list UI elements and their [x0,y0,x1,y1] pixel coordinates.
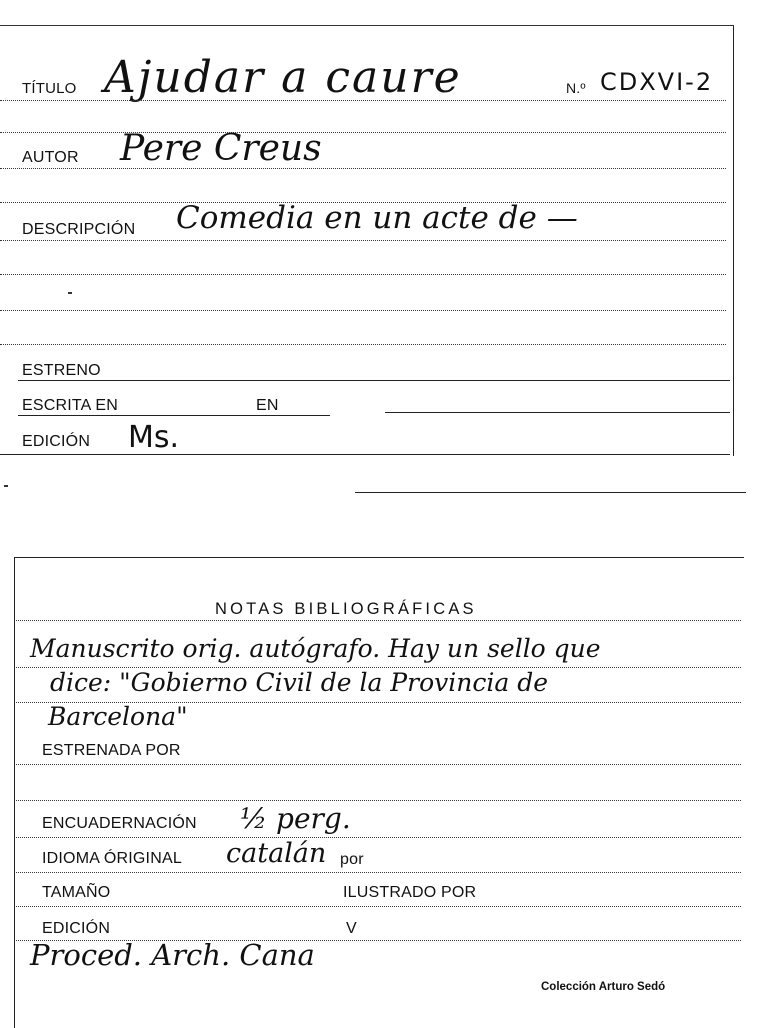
rule [0,344,726,345]
rule [18,415,330,416]
notes-line-1: Manuscrito orig. autógrafo. Hay un sello que [30,634,601,663]
collection-label: Colección Arturo Sedó [541,981,666,993]
rule [16,837,741,838]
v-label: V [346,920,357,937]
ilustrado-label: ILUSTRADO POR [343,884,477,901]
rule [16,872,741,873]
edicion-label: EDICIÓN [22,433,91,450]
encuadernacion-label: ENCUADERNACIÓN [42,815,197,832]
descripcion-label: DESCRIPCIÓN [22,221,136,238]
edicion2-label: EDICIÓN [42,920,111,937]
titulo-value: Ajudar a caure [104,52,462,103]
ink-speck [68,292,72,294]
en-label: EN [256,397,279,414]
autor-value: Pere Creus [120,128,322,169]
rule [0,132,726,133]
rule [0,240,726,241]
autor-label: AUTOR [22,149,79,166]
descripcion-value: Comedia en un acte de — [176,200,578,236]
notes-line-2: dice: "Gobierno Civil de la Provincia de [50,668,548,697]
notas-heading: NOTAS BIBLIOGRÁFICAS [215,600,477,618]
tamano-label: TAMAÑO [42,884,111,901]
numero-value: CDXVI-2 [600,68,714,96]
por-label: por [340,851,364,868]
numero-label: N.º [566,80,586,96]
rule [16,800,741,801]
escrita-label: ESCRITA EN [22,397,118,414]
idioma-label: IDIOMA ÓRIGINAL [42,850,182,867]
titulo-label: TÍTULO [22,80,77,97]
idioma-value: catalán [226,838,327,869]
rule [0,310,726,311]
rule [385,412,730,413]
rule [16,620,741,621]
rule [0,454,730,455]
rule [355,492,746,493]
encuadernacion-value: ½ perg. [240,802,351,835]
ink-speck [4,485,8,487]
edicion-value: Ms. [128,420,180,455]
rule [0,274,726,275]
rule [16,906,741,907]
estrenada-label: ESTRENADA POR [42,742,181,759]
rule [16,764,741,765]
estreno-label: ESTRENO [22,362,101,379]
rule [18,380,730,381]
rule [0,168,726,169]
notes-line-3: Barcelona" [48,702,188,731]
rule [0,100,726,101]
proced-value: Proced. Arch. Cana [30,938,315,972]
